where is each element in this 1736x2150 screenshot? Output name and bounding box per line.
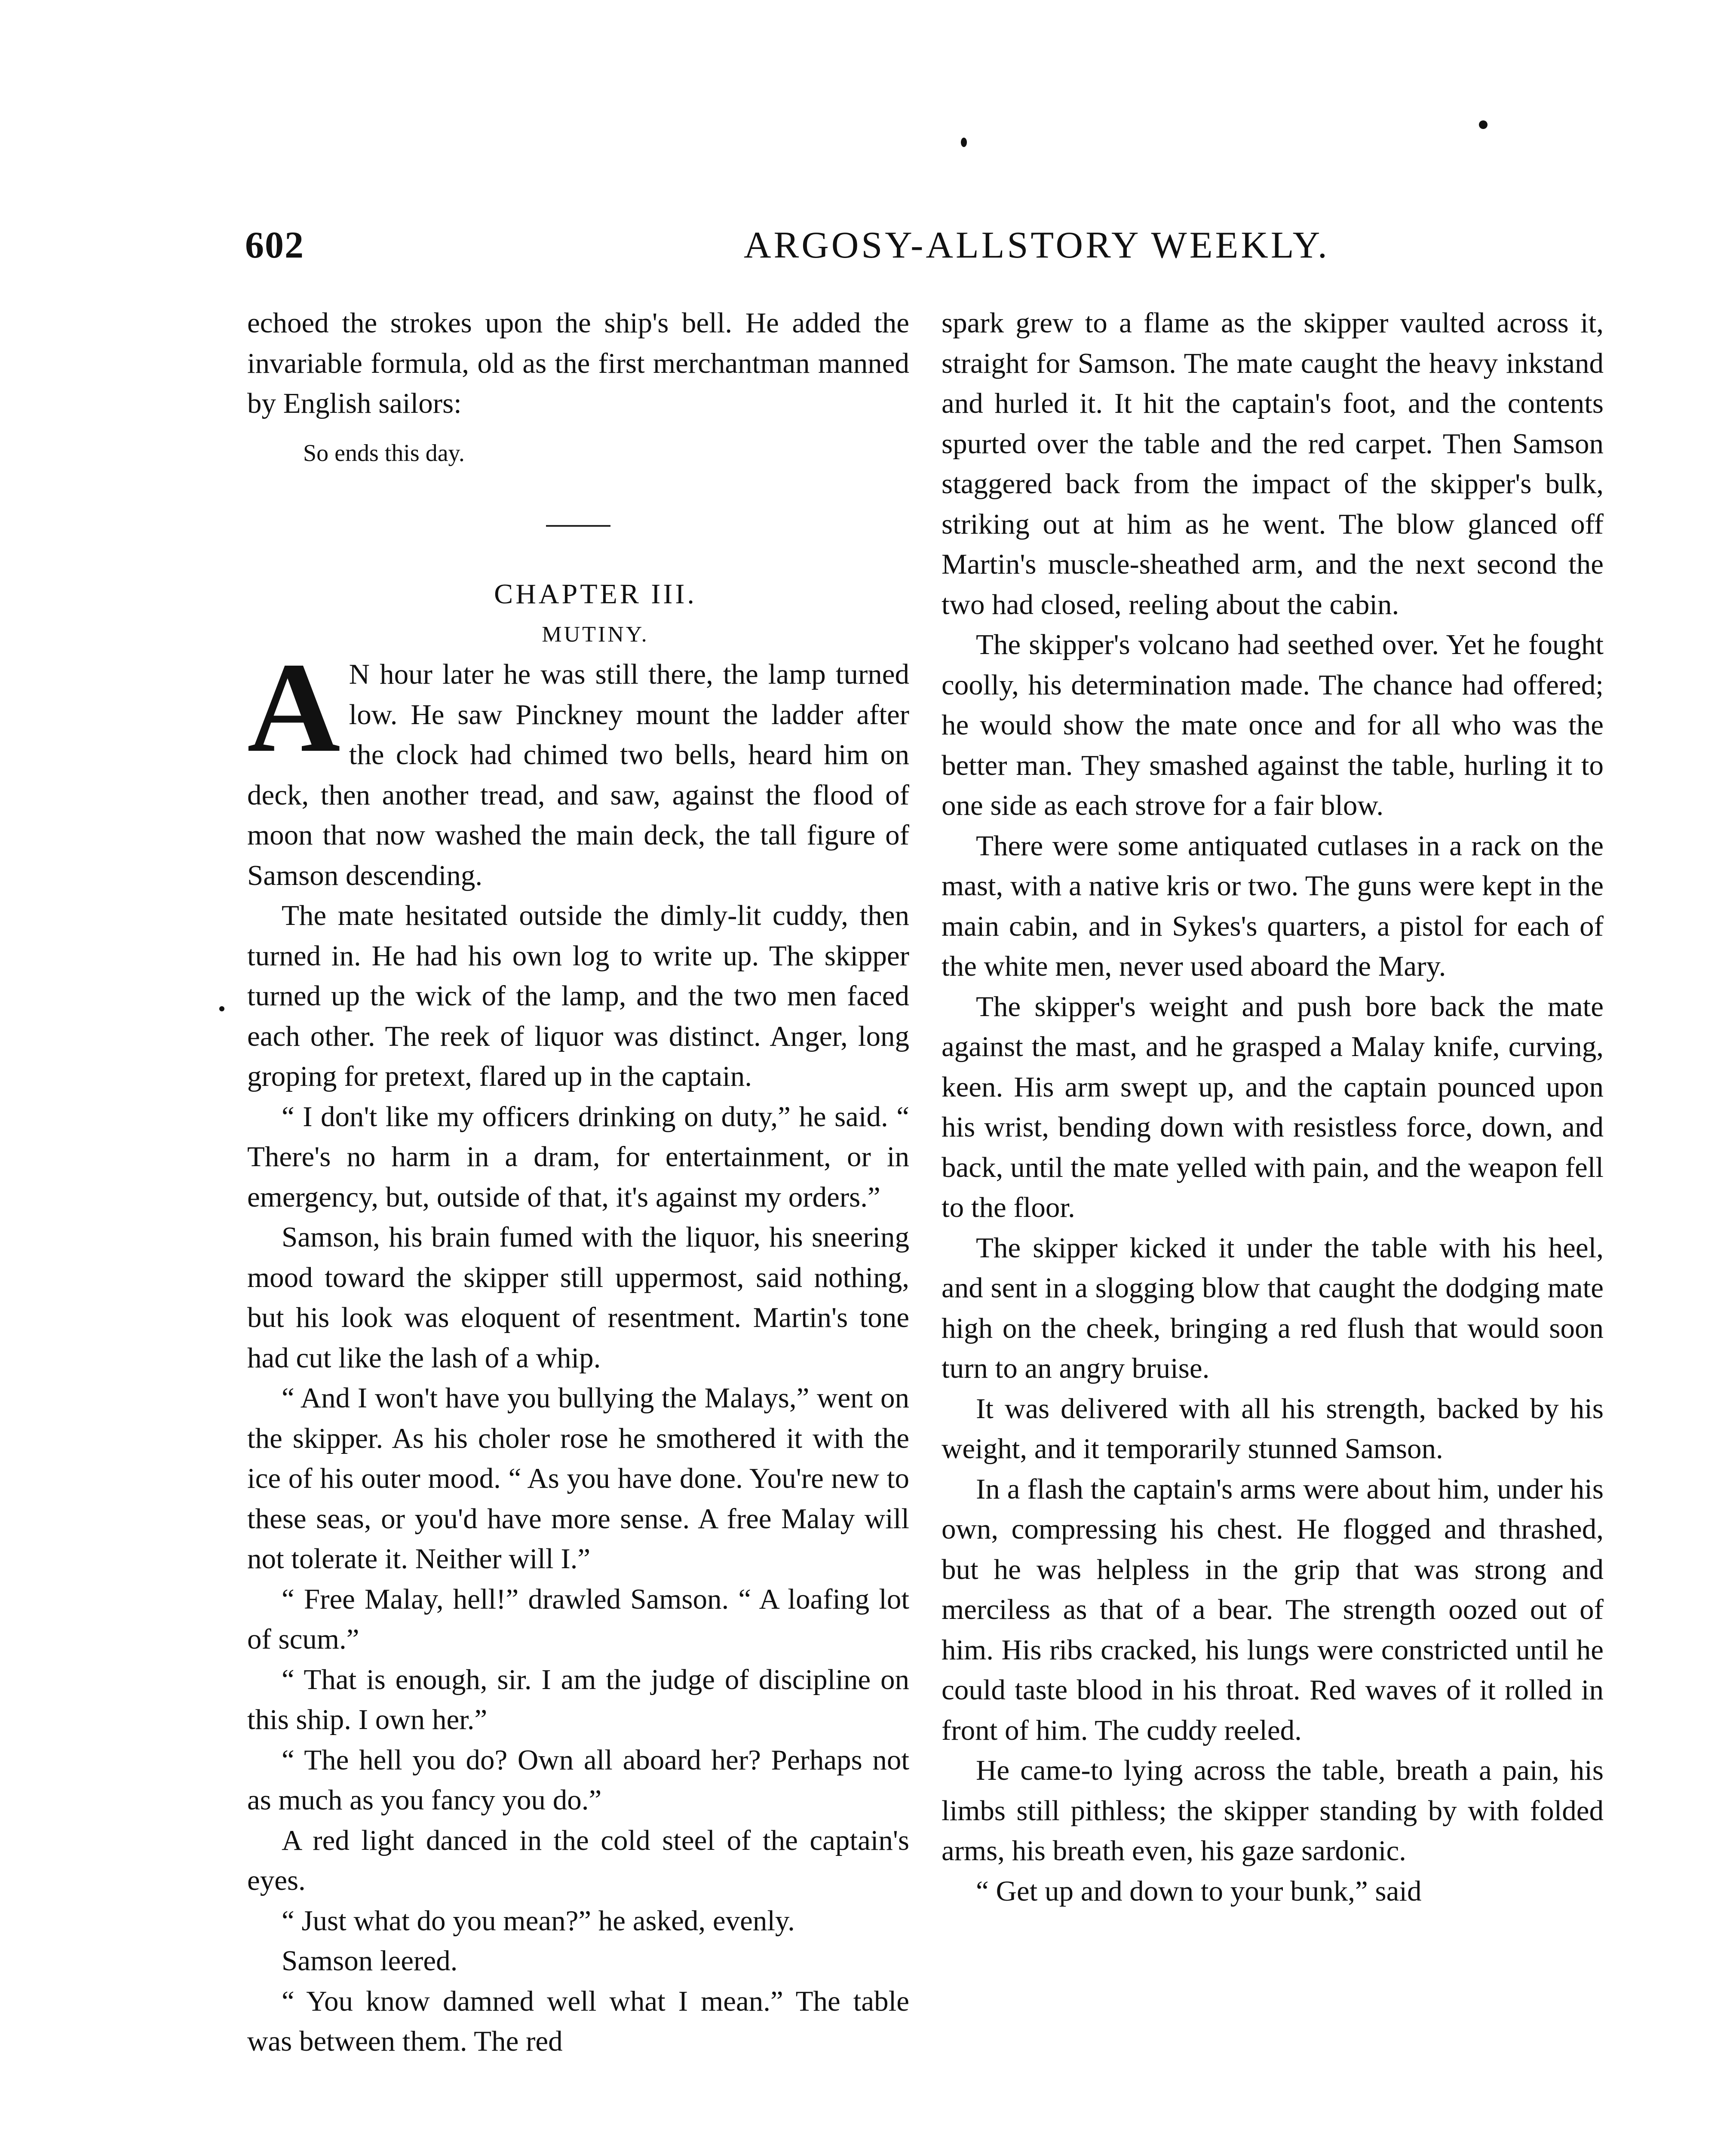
page-header: [245, 224, 1634, 275]
first-paragraph-text: N hour later he was still there, the lamp turned low. He saw Pinckney mount the ladder after the clock had chimed two bells, heard him on deck, then another tread, and saw, against the flood of moon that now washed the main deck, the tall figure of Samson descending.: [247, 658, 909, 891]
paragraph: Samson leered.: [282, 1945, 458, 1977]
paragraph: “ I don't like my officers drinking on duty,” he said. “ There's no harm in a dram, for entertainment, or in emergency, but, outside of that, it's against my orders.”: [247, 1100, 909, 1213]
paragraph: The mate hesitated outside the dimly-lit cuddy, then turned in. He had his own log to write up. The skipper turned up the wick of the lamp, and the two men faced each other. The reek of liquor was distinct. Anger, long groping for pretext, flared up in the captain.: [247, 900, 909, 1092]
paragraph: The skipper's weight and push bore back the mate against the mast, and he grasped a Malay knife, curving, keen. His arm swept up, and the captain pounced upon his wrist, bending down with resistless force, down, and back, until the mate yelled with pain, and the weapon fell to the floor.: [942, 990, 1604, 1223]
section-divider: [546, 525, 610, 527]
paragraph: He came-to lying across the table, breath a pain, his limbs still pithless; the skipper standing by with folded arms, his breath even, his gaze sardonic.: [942, 1754, 1604, 1867]
paragraph: The skipper kicked it under the table with his heel, and sent in a slogging blow that caught the dodging mate high on the cheek, bringing a red flush that would soon turn to an angry bruise.: [942, 1232, 1604, 1384]
running-title: ARGOSY-ALLSTORY WEEKLY.: [744, 224, 1330, 266]
ink-speck: [219, 1006, 224, 1011]
page-number: 602: [245, 224, 304, 266]
paragraph: “ You know damned well what I mean.” The table was between them. The red: [247, 1985, 909, 2057]
paragraph: “ That is enough, sir. I am the judge of discipline on this ship. I own her.”: [247, 1663, 909, 1735]
drop-cap: A: [247, 636, 340, 779]
paragraph: The skipper's volcano had seethed over. Yet he fought coolly, his determination made. The chance had offered; he would show the mate once and for all who was the better man. They smashed against the table, hurling it to one side as each strove for a fair blow.: [942, 629, 1604, 821]
ink-speck: [1479, 120, 1488, 129]
left-column: [247, 303, 909, 2062]
paragraph: spark grew to a flame as the skipper vaulted across it, straight for Samson. The mate caught the heavy inkstand and hurled it. It hit the captain's foot, and the contents spurted over the table and the red carpet. Then Samson staggered back from the impact of the skipper's bulk, striking out at him as he went. The blow glanced off Martin's muscle-sheathed arm, and the next second the two had closed, reeling about the cabin.: [942, 307, 1604, 620]
first-paragraph: [247, 636, 909, 896]
paragraph: Samson, his brain fumed with the liquor, his sneering mood toward the skipper still uppermost, said nothing, but his look was eloquent of resentment. Martin's tone had cut like the lash of a whip.: [247, 1221, 909, 1374]
verse-line: So ends this day.: [303, 439, 465, 467]
paragraph: There were some antiquated cutlases in a rack on the mast, with a native kris or two. The guns were kept in the main cabin, and in Sykes's quarters, a pistol for each of the white men, never used aboard the Mary.: [942, 829, 1604, 982]
paragraph: It was delivered with all his strength, backed by his weight, and it temporarily stunned Samson.: [942, 1392, 1604, 1465]
chapter-heading: CHAPTER III.: [494, 578, 697, 610]
paragraph: echoed the strokes upon the ship's bell. He added the invariable formula, old as the first merchantman manned by English sailors:: [247, 307, 909, 419]
paragraph: In a flash the captain's arms were about him, under his own, compressing his chest. He flogged and thrashed, but he was helpless in the grip that was strong and merciless as that of a bear. The strength oozed out of him. His ribs cracked, his lungs were constricted until he could taste blood in his throat. Red waves of it rolled in front of him. The cuddy reeled.: [942, 1473, 1604, 1746]
right-column: [942, 303, 1604, 1911]
paragraph: “ Just what do you mean?” he asked, evenly.: [282, 1904, 795, 1937]
paragraph: “ The hell you do? Own all aboard her? Perhaps not as much as you fancy you do.”: [247, 1744, 909, 1816]
paragraph: “ Get up and down to your bunk,” said: [976, 1875, 1422, 1907]
paragraph: “ And I won't have you bullying the Malays,” went on the skipper. As his choler rose he smothered it with the ice of his outer mood. “ As you have done. You're new to these seas, or you'd have more sense. A free Malay will not tolerate it. Neither will I.”: [247, 1382, 909, 1575]
paragraph: “ Free Malay, hell!” drawled Samson. “ A loafing lot of scum.”: [247, 1583, 909, 1655]
ink-speck: [961, 138, 967, 147]
chapter-subtitle: MUTINY.: [542, 622, 649, 647]
paragraph: A red light danced in the cold steel of the captain's eyes.: [247, 1824, 909, 1896]
